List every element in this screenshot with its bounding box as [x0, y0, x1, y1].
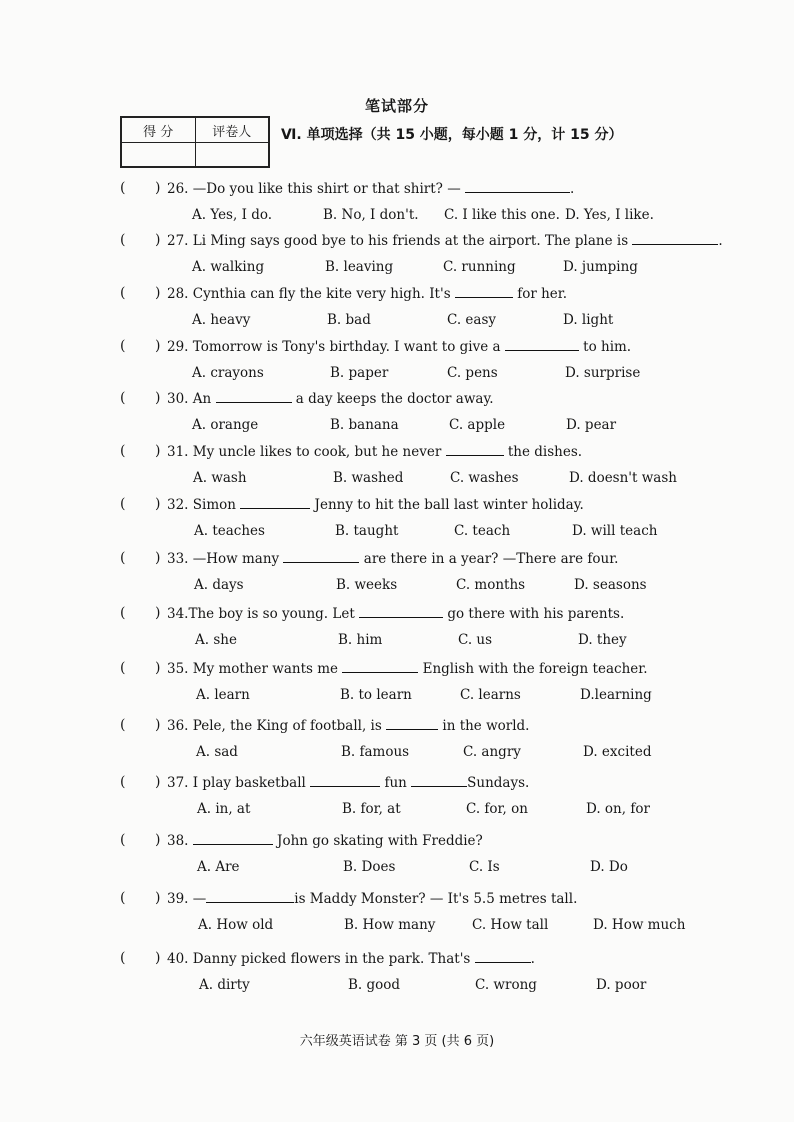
stem-text: John go skating with Freddie? — [272, 833, 483, 849]
option-c[interactable]: C. easy — [447, 312, 497, 328]
stem-text: is Maddy Monster? — It's 5.5 metres tall. — [294, 891, 578, 907]
option-a[interactable]: A. heavy — [192, 312, 251, 328]
answer-blank[interactable] — [283, 550, 359, 563]
answer-paren-right[interactable]: ) — [155, 605, 161, 621]
answer-blank[interactable] — [505, 338, 579, 351]
question-stem — [167, 443, 582, 460]
option-a[interactable]: A. learn — [196, 687, 250, 703]
option-b[interactable]: B. famous — [341, 744, 410, 760]
option-a[interactable]: A. wash — [193, 470, 247, 486]
question-35 — [0, 660, 794, 714]
stem-text: Sundays. — [467, 775, 530, 791]
answer-blank[interactable] — [193, 832, 273, 845]
question-38 — [0, 832, 794, 886]
stem-text: . — [718, 233, 723, 249]
stem-text: . — [530, 951, 535, 967]
stem-text: 36. Pele, the King of football, is — [167, 718, 387, 734]
option-d[interactable]: D. pear — [566, 417, 617, 433]
stem-text: 30. An — [167, 391, 216, 407]
question-stem — [167, 660, 648, 677]
answer-blank[interactable] — [455, 285, 513, 298]
answer-paren-left[interactable]: ( — [120, 285, 126, 301]
option-row — [0, 977, 794, 997]
stem-text: a day keeps the doctor away. — [291, 391, 494, 407]
answer-blank[interactable] — [216, 390, 292, 403]
option-row — [0, 523, 794, 543]
option-c[interactable]: C. wrong — [475, 977, 537, 993]
answer-paren-right[interactable]: ) — [155, 390, 161, 406]
stem-text: the dishes. — [503, 444, 583, 460]
option-b[interactable]: B. washed — [333, 470, 404, 486]
option-c[interactable]: C. angry — [463, 744, 521, 760]
option-row — [0, 207, 794, 227]
stem-text: 34.The boy is so young. Let — [167, 606, 360, 622]
option-b[interactable]: B. Does — [343, 859, 396, 875]
question-stem — [167, 180, 574, 197]
score-table — [120, 116, 270, 168]
answer-paren-right[interactable]: ) — [155, 660, 161, 676]
question-stem — [167, 285, 567, 302]
option-a[interactable]: A. crayons — [192, 365, 264, 381]
option-b[interactable]: B. him — [338, 632, 383, 648]
answer-paren-left[interactable]: ( — [120, 550, 126, 566]
answer-paren-left[interactable]: ( — [120, 890, 126, 906]
option-b[interactable]: B. weeks — [336, 577, 398, 593]
stem-text: 28. Cynthia can fly the kite very high. It's — [167, 286, 455, 302]
answer-blank[interactable] — [206, 890, 294, 903]
answer-paren-right[interactable]: ) — [155, 338, 161, 354]
option-c[interactable]: C. I like this one. — [444, 207, 560, 223]
option-a[interactable]: A. Yes, I do. — [192, 207, 273, 223]
answer-blank[interactable] — [342, 660, 418, 673]
stem-text: 32. Simon — [167, 497, 241, 513]
question-stem — [167, 338, 631, 355]
option-row — [0, 687, 794, 707]
option-b[interactable]: B. How many — [344, 917, 436, 933]
option-b[interactable]: B. taught — [335, 523, 399, 539]
question-39 — [0, 890, 794, 944]
stem-text: 35. My mother wants me — [167, 661, 343, 677]
stem-text: 33. —How many — [167, 551, 284, 567]
answer-paren-right[interactable]: ) — [155, 232, 161, 248]
option-a[interactable]: A. sad — [196, 744, 238, 760]
option-row — [0, 577, 794, 597]
answer-blank[interactable] — [475, 950, 531, 963]
option-c[interactable]: C. apple — [449, 417, 506, 433]
stem-text: Jenny to hit the ball last winter holiday. — [310, 497, 584, 513]
option-d[interactable]: D. light — [563, 312, 614, 328]
stem-text: for her. — [512, 286, 568, 302]
stem-text: go there with his parents. — [443, 606, 625, 622]
stem-text: in the world. — [438, 718, 530, 734]
stem-text: 38. — [167, 833, 193, 849]
answer-paren-right[interactable]: ) — [155, 550, 161, 566]
option-row — [0, 365, 794, 385]
option-d[interactable]: D. doesn't wash — [569, 470, 677, 486]
question-33 — [0, 550, 794, 604]
option-a[interactable]: A. days — [194, 577, 244, 593]
answer-paren-left[interactable]: ( — [120, 338, 126, 354]
answer-paren-left[interactable]: ( — [120, 232, 126, 248]
option-c[interactable]: C. pens — [447, 365, 498, 381]
answer-blank[interactable] — [240, 496, 310, 509]
answer-blank[interactable] — [446, 443, 504, 456]
option-a[interactable]: A. teaches — [194, 523, 265, 539]
question-stem — [167, 496, 584, 513]
stem-text: 26. —Do you like this shirt or that shirt? — — [167, 181, 466, 197]
option-row — [0, 859, 794, 879]
question-28 — [0, 285, 794, 339]
option-d[interactable]: D. How much — [593, 917, 686, 933]
answer-paren-left[interactable]: ( — [120, 832, 126, 848]
option-d[interactable]: D. poor — [596, 977, 647, 993]
option-a[interactable]: A. Are — [197, 859, 240, 875]
option-row — [0, 417, 794, 437]
option-d[interactable]: D. on, for — [586, 801, 650, 817]
option-d[interactable]: D. surprise — [565, 365, 641, 381]
option-c[interactable]: C. us — [458, 632, 493, 648]
option-d[interactable]: D. Yes, I like. — [565, 207, 654, 223]
answer-paren-right[interactable]: ) — [155, 950, 161, 966]
answer-paren-right[interactable]: ) — [155, 180, 161, 196]
stem-text: 40. Danny picked flowers in the park. That's — [167, 951, 475, 967]
option-c[interactable]: C. How tall — [472, 917, 549, 933]
option-b[interactable]: B. for, at — [342, 801, 401, 817]
question-stem — [167, 605, 624, 622]
option-b[interactable]: B. leaving — [325, 259, 394, 275]
question-stem — [167, 890, 577, 907]
answer-paren-right[interactable]: ) — [155, 443, 161, 459]
option-row — [0, 312, 794, 332]
answer-blank[interactable] — [359, 605, 443, 618]
stem-text: 27. Li Ming says good bye to his friends at the airport. The plane is — [167, 233, 633, 249]
option-row — [0, 744, 794, 764]
question-stem — [167, 550, 618, 567]
option-b[interactable]: B. banana — [330, 417, 399, 433]
stem-text: . — [570, 181, 575, 197]
option-d[interactable]: D. will teach — [572, 523, 658, 539]
option-a[interactable]: A. orange — [192, 417, 259, 433]
question-stem — [167, 390, 494, 407]
option-row — [0, 259, 794, 279]
grader-cell[interactable] — [195, 143, 269, 168]
answer-blank[interactable] — [632, 232, 718, 245]
answer-blank[interactable] — [386, 717, 438, 730]
option-row — [0, 801, 794, 821]
question-stem — [167, 717, 529, 734]
score-label: 得 分 — [121, 117, 195, 143]
answer-paren-left[interactable]: ( — [120, 605, 126, 621]
option-b[interactable]: B. No, I don't. — [323, 207, 419, 223]
section-heading: Ⅵ. 单项选择（共 15 小题，每小题 1 分，计 15 分） — [281, 127, 623, 143]
answer-paren-left[interactable]: ( — [120, 660, 126, 676]
option-a[interactable]: A. dirty — [199, 977, 250, 993]
option-d[interactable]: D. excited — [583, 744, 652, 760]
page-title: 笔试部分 — [364, 97, 429, 115]
answer-paren-left[interactable]: ( — [120, 774, 126, 790]
stem-text: are there in a year? —There are four. — [359, 551, 619, 567]
answer-paren-right[interactable]: ) — [155, 496, 161, 512]
option-a[interactable]: A. she — [195, 632, 237, 648]
option-d[interactable]: D. seasons — [574, 577, 647, 593]
option-b[interactable]: B. good — [348, 977, 401, 993]
option-row — [0, 917, 794, 937]
question-40 — [0, 950, 794, 1004]
option-d[interactable]: D. jumping — [563, 259, 638, 275]
answer-paren-right[interactable]: ) — [155, 717, 161, 733]
question-stem — [167, 832, 483, 849]
answer-paren-right[interactable]: ) — [155, 890, 161, 906]
question-stem — [167, 950, 535, 967]
answer-paren-right[interactable]: ) — [155, 285, 161, 301]
question-36 — [0, 717, 794, 771]
question-34 — [0, 605, 794, 659]
option-a[interactable]: A. How old — [198, 917, 274, 933]
option-d[interactable]: D. Do — [590, 859, 628, 875]
question-30 — [0, 390, 794, 444]
option-b[interactable]: B. bad — [327, 312, 371, 328]
stem-text: 39. — — [167, 891, 207, 907]
grader-label: 评卷人 — [195, 117, 269, 143]
option-c[interactable]: C. teach — [454, 523, 511, 539]
question-stem — [167, 232, 723, 249]
option-c[interactable]: C. washes — [450, 470, 519, 486]
answer-blank[interactable] — [310, 774, 380, 787]
page-footer: 六年级英语试卷 第 3 页 (共 6 页) — [299, 1034, 495, 1049]
option-c[interactable]: C. Is — [469, 859, 500, 875]
stem-text: 29. Tomorrow is Tony's birthday. I want to give a — [167, 339, 505, 355]
answer-paren-right[interactable]: ) — [155, 774, 161, 790]
option-c[interactable]: C. running — [443, 259, 516, 275]
option-b[interactable]: B. paper — [330, 365, 389, 381]
answer-paren-left[interactable]: ( — [120, 950, 126, 966]
stem-text: fun — [380, 775, 412, 791]
question-stem — [167, 774, 529, 791]
answer-paren-left[interactable]: ( — [120, 717, 126, 733]
option-a[interactable]: A. in, at — [197, 801, 251, 817]
stem-text: 31. My uncle likes to cook, but he never — [167, 444, 446, 460]
question-32 — [0, 496, 794, 550]
question-37 — [0, 774, 794, 828]
answer-paren-right[interactable]: ) — [155, 832, 161, 848]
option-d[interactable]: D.learning — [580, 687, 652, 703]
question-29 — [0, 338, 794, 392]
stem-text: English with the foreign teacher. — [418, 661, 648, 677]
answer-paren-left[interactable]: ( — [120, 496, 126, 512]
option-row — [0, 632, 794, 652]
stem-text: to him. — [578, 339, 632, 355]
question-31 — [0, 443, 794, 497]
option-c[interactable]: C. learns — [460, 687, 521, 703]
option-a[interactable]: A. walking — [192, 259, 265, 275]
option-d[interactable]: D. they — [578, 632, 627, 648]
score-cell[interactable] — [121, 143, 195, 168]
answer-paren-left[interactable]: ( — [120, 443, 126, 459]
option-c[interactable]: C. for, on — [466, 801, 528, 817]
stem-text: 37. I play basketball — [167, 775, 311, 791]
question-27 — [0, 232, 794, 286]
option-row — [0, 470, 794, 490]
answer-blank[interactable] — [465, 180, 570, 193]
answer-paren-left[interactable]: ( — [120, 180, 126, 196]
option-b[interactable]: B. to learn — [340, 687, 412, 703]
question-26 — [0, 180, 794, 234]
answer-blank[interactable] — [411, 774, 467, 787]
answer-paren-left[interactable]: ( — [120, 390, 126, 406]
option-c[interactable]: C. months — [456, 577, 526, 593]
